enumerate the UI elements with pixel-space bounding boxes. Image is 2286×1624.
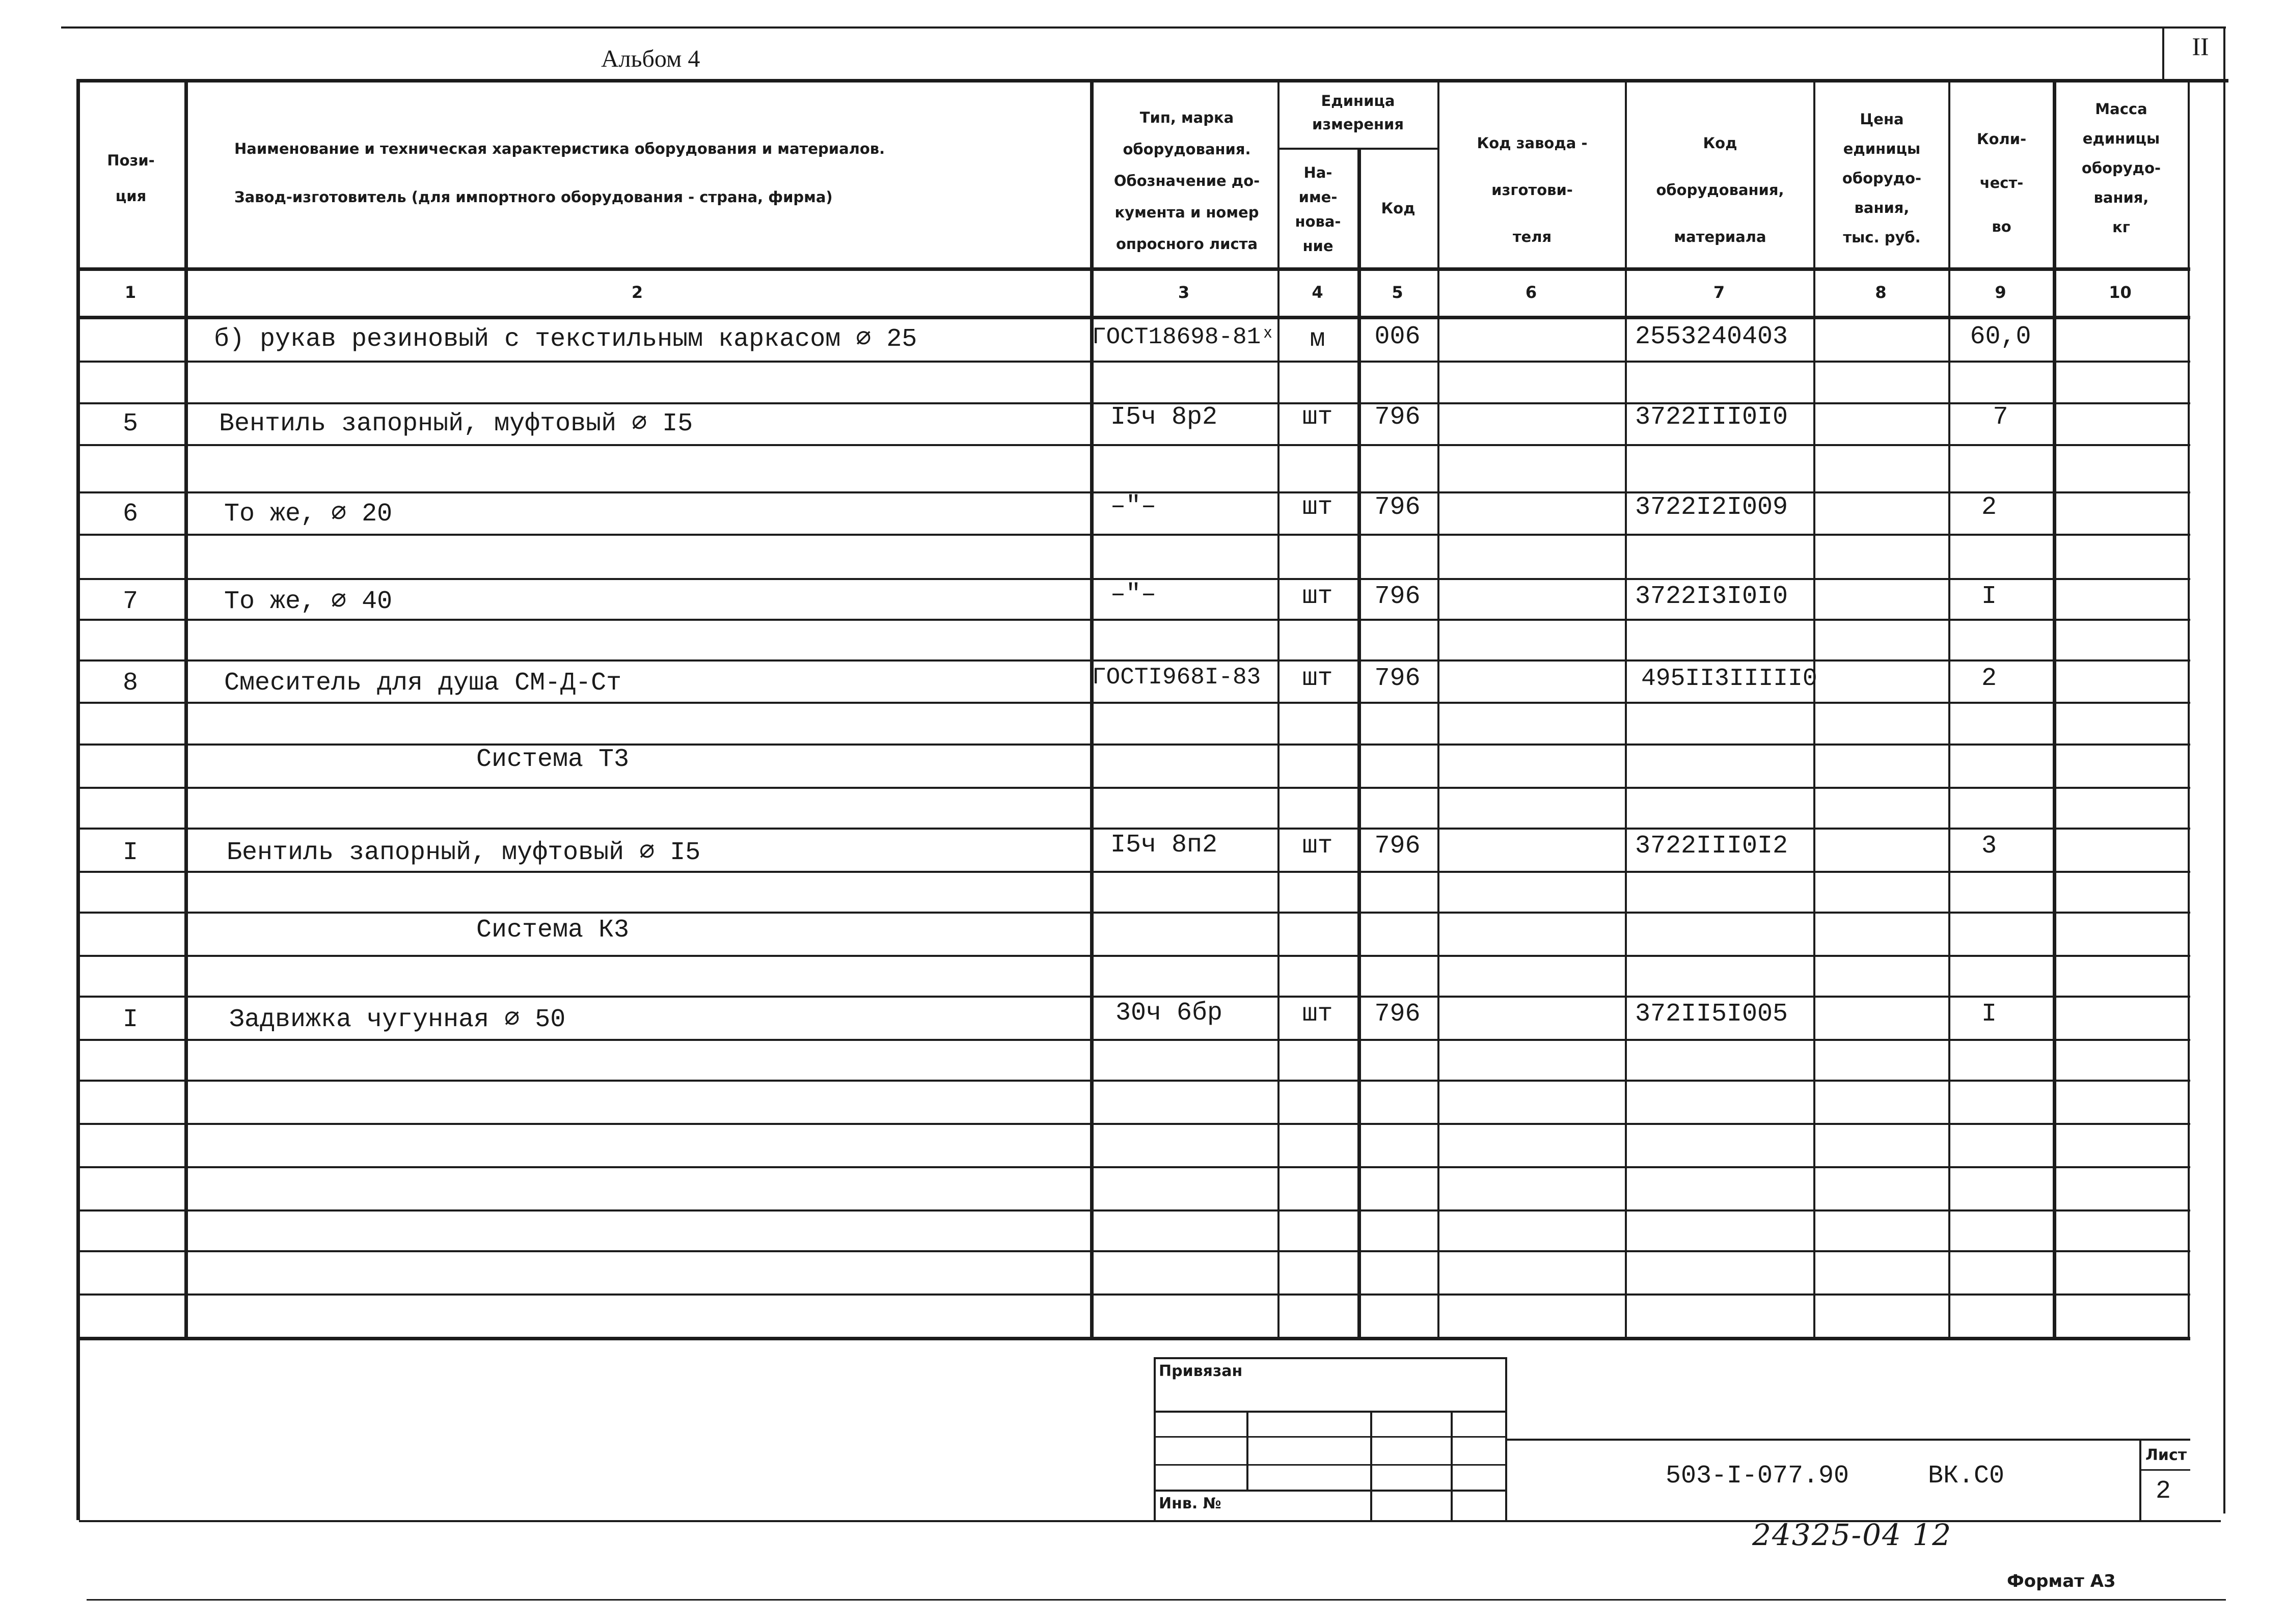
header-unit-code <box>1360 194 1436 223</box>
row0-type: ГОСТ18698-81ˣ <box>1092 324 1275 350</box>
row8-code: 372II5I005 <box>1635 1000 1788 1029</box>
header-price-line3: оборудо- <box>1842 170 1922 187</box>
header-price-line1: Цена <box>1860 111 1904 128</box>
header-unit-group <box>1278 89 1437 136</box>
sheet-box-left <box>2139 1439 2141 1520</box>
row6-pos: I <box>122 838 138 867</box>
header-factory-line1: Код завода - <box>1477 134 1588 152</box>
colnum-bottom-line <box>76 316 2190 319</box>
header-type-line4: кумента и номер <box>1114 204 1259 221</box>
row1-unit: шт <box>1302 403 1333 432</box>
stamp-left-border <box>1154 1357 1156 1520</box>
row-line <box>76 702 2190 704</box>
row6-code: 3722III0I2 <box>1635 832 1788 861</box>
row4-type: ГОСТI968I-83 <box>1092 664 1261 691</box>
row8-type: 30ч 6бр <box>1115 999 1223 1028</box>
row1-qty: 7 <box>1993 403 2008 432</box>
row-line <box>76 1209 2190 1212</box>
stamp-divider <box>1451 1411 1453 1520</box>
header-price-line4: вания, <box>1854 199 1910 216</box>
row4-unit-code: 796 <box>1374 664 1421 693</box>
row4-unit: шт <box>1302 664 1333 693</box>
row8-name: Задвижка чугунная ∅ 50 <box>229 1005 566 1034</box>
sheet-edge-line <box>87 1599 2226 1601</box>
header-factory-code <box>1439 120 1625 260</box>
section-t3-title: Система Т3 <box>476 745 630 774</box>
header-name <box>234 125 1080 222</box>
row-line <box>76 912 2190 914</box>
header-quantity-line2: чест- <box>1979 174 2024 191</box>
header-name-line2: Завод-изготовитель (для импортного оборудования - страна, фирма) <box>234 188 833 206</box>
header-unit-code-line1: Код <box>1381 200 1416 217</box>
header-type-line3: Обозначение до- <box>1113 172 1260 189</box>
header-unit-name-line4: ние <box>1302 237 1334 255</box>
header-unit-line2: измерения <box>1312 116 1404 133</box>
row2-code: 3722I2I009 <box>1635 493 1788 522</box>
row4-name: Смеситель для душа СМ-Д-Ст <box>224 669 622 698</box>
stamp-divider <box>1370 1411 1372 1520</box>
colnum-10: 10 <box>2109 283 2132 302</box>
colnum-1: 1 <box>124 283 137 302</box>
row-line <box>76 1039 2190 1041</box>
row3-code: 3722I3I0I0 <box>1635 582 1788 611</box>
sheet-value: 2 <box>2156 1477 2171 1506</box>
row0-name: б) рукав резиновый с текстильным каркасом ∅ 25 <box>214 325 917 354</box>
header-material-line2: оборудования, <box>1656 181 1784 199</box>
document-code: 503-I-077.90 <box>1666 1462 1849 1491</box>
row1-type: I5ч 8р2 <box>1110 403 1218 432</box>
row2-name: То же, ∅ 20 <box>224 500 393 529</box>
header-unit-name-line1: На- <box>1303 164 1332 181</box>
row1-unit-code: 796 <box>1374 403 1421 432</box>
inventory-label: Инв. № <box>1159 1495 1221 1512</box>
row4-pos: 8 <box>122 669 138 698</box>
row6-name: Бентиль запорный, муфтовый ∅ I5 <box>227 838 701 867</box>
unit-group-divider <box>1277 148 1437 150</box>
row-line <box>76 787 2190 789</box>
row2-pos: 6 <box>122 500 138 529</box>
row2-unit: шт <box>1302 493 1333 522</box>
row-line <box>76 871 2190 873</box>
header-price-line5: тыс. руб. <box>1843 229 1921 246</box>
frame-right-line <box>2223 26 2225 1513</box>
archive-number: 24325-04 12 <box>1752 1518 1952 1552</box>
bound-label: Привязан <box>1159 1362 1243 1380</box>
row2-unit-code: 796 <box>1374 493 1421 522</box>
stamp-divider <box>1246 1411 1248 1490</box>
header-factory-line2: изготови- <box>1491 181 1573 199</box>
row2-type: –"– <box>1110 492 1157 521</box>
row-line <box>76 955 2190 957</box>
frame-top-line <box>61 26 2226 29</box>
row3-type: –"– <box>1110 580 1157 609</box>
stamp-top-line <box>1154 1357 1505 1359</box>
row3-unit-code: 796 <box>1374 582 1421 611</box>
row6-unit: шт <box>1302 832 1333 861</box>
row-line <box>76 1123 2190 1125</box>
header-factory-line3: теля <box>1512 228 1552 245</box>
row1-name: Вентиль запорный, муфтовый ∅ I5 <box>219 409 693 438</box>
row-line <box>76 659 2190 662</box>
header-quantity <box>1950 117 2053 249</box>
row-line <box>76 444 2190 446</box>
row-line <box>76 534 2190 536</box>
header-price-line2: единицы <box>1843 140 1921 157</box>
row3-name: То же, ∅ 40 <box>224 587 393 616</box>
header-mass-line5: кг <box>2112 218 2130 236</box>
sheet-box-divider <box>2139 1469 2190 1471</box>
header-mass <box>2055 94 2188 242</box>
header-quantity-line3: во <box>1992 218 2011 235</box>
row6-unit-code: 796 <box>1374 832 1421 861</box>
colnum-5: 5 <box>1392 283 1403 302</box>
header-unit-line1: Единица <box>1321 92 1395 109</box>
section-k3-title: Система К3 <box>476 916 630 945</box>
row0-code: 2553240403 <box>1635 322 1788 351</box>
row4-code: 495II3IIIII0 <box>1641 665 1817 693</box>
row6-type: I5ч 8п2 <box>1110 831 1218 860</box>
header-unit-name-line3: нова- <box>1295 213 1341 230</box>
header-type <box>1095 102 1278 260</box>
header-type-line2: оборудования. <box>1123 141 1251 158</box>
header-bottom-line <box>76 267 2190 271</box>
sheet-number-box-left <box>2162 26 2164 80</box>
row8-unit-code: 796 <box>1374 1000 1421 1029</box>
row-line <box>76 1080 2190 1082</box>
colnum-7: 7 <box>1713 283 1725 302</box>
header-unit-name <box>1278 160 1357 258</box>
row0-qty: 60,0 <box>1970 322 2031 351</box>
row3-pos: 7 <box>122 587 138 616</box>
row0-unit: м <box>1310 325 1325 354</box>
header-mass-line1: Масса <box>2095 100 2147 118</box>
header-mass-line2: единицы <box>2082 130 2160 147</box>
row8-qty: I <box>1981 1000 1997 1029</box>
row-line <box>76 828 2190 830</box>
row8-pos: I <box>122 1005 138 1034</box>
header-price <box>1815 104 1948 252</box>
header-quantity-line1: Коли- <box>1976 130 2027 148</box>
table-bottom-line <box>76 1337 2190 1340</box>
colnum-8: 8 <box>1875 283 1887 302</box>
stamp-divider <box>1505 1357 1507 1520</box>
header-position-line1: Пози- <box>107 152 155 169</box>
row-line <box>76 1293 2190 1296</box>
format-label: Формат А3 <box>2007 1571 2116 1591</box>
row-line <box>76 619 2190 621</box>
album-title: Альбом 4 <box>601 45 700 72</box>
table-top-border <box>76 79 2228 82</box>
colnum-4: 4 <box>1312 283 1323 302</box>
row2-qty: 2 <box>1981 493 1997 522</box>
row1-pos: 5 <box>122 409 138 438</box>
header-position-line2: ция <box>115 187 147 205</box>
header-material-line1: Код <box>1703 134 1737 152</box>
header-position <box>77 143 184 214</box>
header-name-line1: Наименование и техническая характеристика оборудования и материалов. <box>234 140 885 157</box>
sheet-label: Лист <box>2145 1446 2187 1464</box>
row6-qty: 3 <box>1981 832 1997 861</box>
row1-code: 3722III0I0 <box>1635 403 1788 432</box>
colnum-3: 3 <box>1178 283 1190 302</box>
row-line <box>76 1166 2190 1168</box>
row0-unit-code: 006 <box>1374 322 1421 351</box>
stamp-main-line <box>1505 1439 2190 1441</box>
header-type-line5: опросного листа <box>1115 235 1258 253</box>
header-unit-name-line2: име- <box>1298 188 1338 206</box>
header-mass-line3: оборудо- <box>2081 159 2161 177</box>
row3-qty: I <box>1981 582 1997 611</box>
row-line <box>76 361 2190 363</box>
header-type-line1: Тип, марка <box>1139 109 1234 126</box>
document-mark: ВК.С0 <box>1928 1462 2005 1491</box>
colnum-2: 2 <box>631 283 643 302</box>
header-mass-line4: вания, <box>2093 189 2149 206</box>
row-line <box>76 1250 2190 1252</box>
row-line <box>76 996 2190 998</box>
sheet-number: II <box>2192 32 2209 61</box>
colnum-9: 9 <box>1995 283 2006 302</box>
row-line <box>76 744 2190 746</box>
header-material-line3: материала <box>1674 228 1766 245</box>
row8-unit: шт <box>1302 1000 1333 1029</box>
row4-qty: 2 <box>1981 664 1997 693</box>
row3-unit: шт <box>1302 582 1333 611</box>
header-material-code <box>1627 120 1813 260</box>
colnum-6: 6 <box>1525 283 1537 302</box>
